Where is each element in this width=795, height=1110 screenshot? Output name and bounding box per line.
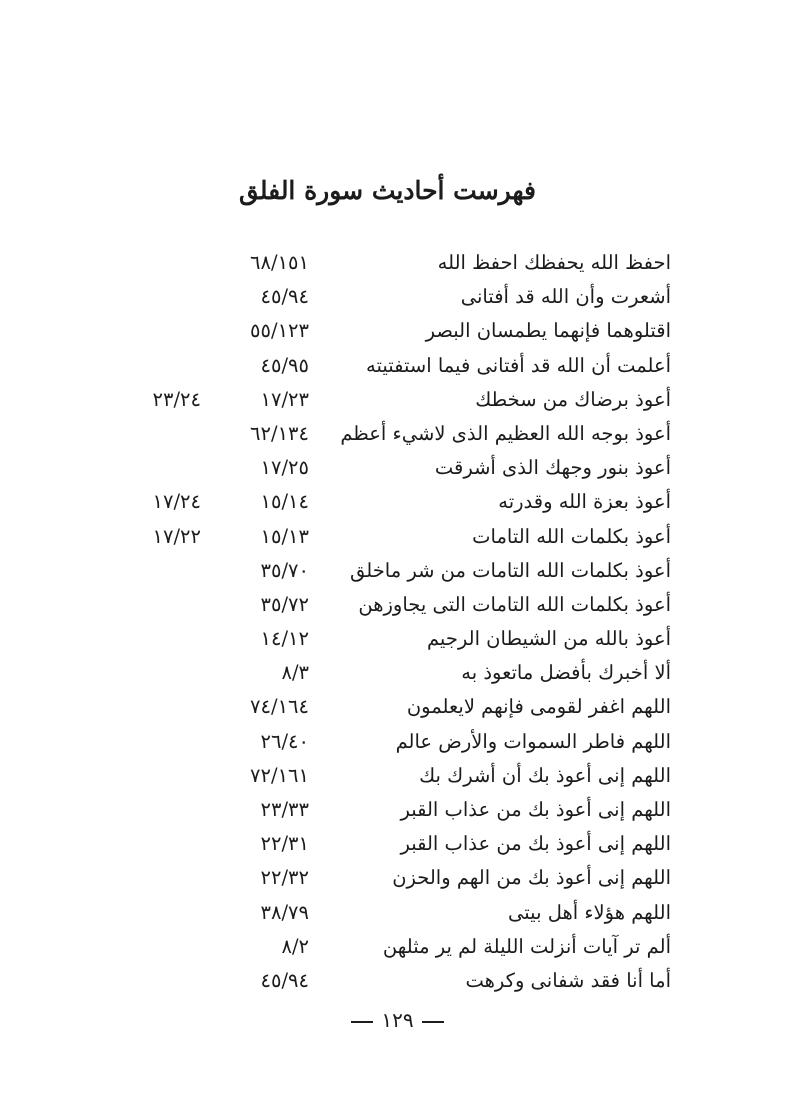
- hadith-text: أشعرت وأن الله قد أفتانى: [460, 285, 671, 309]
- list-item: [0, 759, 795, 793]
- hadith-index-list: [0, 246, 795, 998]
- list-item: [0, 793, 795, 827]
- hadith-text: أعوذ بعزة الله وقدرته: [498, 490, 671, 514]
- hadith-reference: ٢٢/٣٢: [260, 866, 309, 890]
- hadith-text: اقتلوهما فإنهما يطمسان البصر: [425, 319, 671, 343]
- hadith-reference: ١٥/١٤: [260, 490, 309, 514]
- page-title-text: فهرست أحاديث سورة الفلق: [239, 176, 536, 205]
- list-item: [0, 451, 795, 485]
- hadith-reference: ١٤/١٢: [260, 627, 309, 651]
- hadith-reference-secondary: ١٧/٢٤: [152, 490, 201, 514]
- page-number: ١٢٩: [381, 1008, 414, 1032]
- hadith-text: اللهم اغفر لقومى فإنهم لايعلمون: [406, 695, 671, 719]
- hadith-reference: ٢٣/٣٣: [260, 798, 309, 821]
- hadith-reference: ٤٥/٩٥: [260, 353, 309, 377]
- list-item: [0, 656, 795, 690]
- hadith-reference: ٦٢/١٣٤: [250, 421, 309, 445]
- hadith-text: أعوذ بكلمات الله التامات التى يجاوزهن: [358, 592, 671, 616]
- hadith-reference: ٢٦/٤٠: [260, 729, 309, 753]
- hadith-text: اللهم إنى أعوذ بك أن أشرك بك: [419, 763, 671, 787]
- hadith-reference: ٧٤/١٦٤: [250, 695, 309, 719]
- list-item: [0, 827, 795, 861]
- list-item: [0, 280, 795, 314]
- hadith-text: اللهم إنى أعوذ بك من الهم والحزن: [392, 866, 671, 890]
- hadith-text: ألا أخبرك بأفضل ماتعوذ به: [461, 661, 671, 685]
- hadith-reference: ١٧/٢٥: [260, 456, 309, 480]
- hadith-reference: ٧٢/١٦١: [250, 763, 309, 787]
- page-number-dash-right: [422, 1021, 444, 1023]
- list-item: [0, 520, 795, 554]
- list-item: [0, 554, 795, 588]
- hadith-reference: ١٥/١٣: [260, 524, 309, 548]
- list-item: [0, 349, 795, 383]
- hadith-text: أما أنا فقد شفانى وكرهت: [465, 968, 671, 992]
- list-item: [0, 485, 795, 519]
- list-item: [0, 246, 795, 280]
- page-number-footer: [0, 1008, 795, 1032]
- list-item: [0, 314, 795, 348]
- hadith-reference: ٤٥/٩٤: [260, 968, 309, 992]
- hadith-text: اللهم إنى أعوذ بك من عذاب القبر: [400, 832, 671, 856]
- page-title: [0, 176, 795, 205]
- hadith-text: ألم تر آيات أنزلت الليلة لم ير مثلهن: [382, 934, 671, 958]
- hadith-text: أعوذ بكلمات الله التامات من شر ماخلق: [350, 558, 671, 582]
- list-item: [0, 725, 795, 759]
- hadith-text: اللهم إنى أعوذ بك من عذاب القبر: [400, 798, 671, 821]
- list-item: [0, 861, 795, 895]
- list-item: [0, 690, 795, 724]
- hadith-text: اللهم هؤلاء أهل بيتى: [508, 900, 671, 924]
- list-item: [0, 622, 795, 656]
- hadith-reference-secondary: ١٧/٢٢: [152, 524, 201, 548]
- list-item: [0, 930, 795, 964]
- hadith-text: أعوذ بالله من الشيطان الرجيم: [426, 627, 671, 651]
- hadith-text: أعلمت أن الله قد أفتانى فيما استفتيته: [366, 353, 671, 377]
- hadith-text: احفظ الله يحفظك احفظ الله: [437, 251, 671, 274]
- hadith-reference: ٦٨/١٥١: [250, 251, 309, 274]
- hadith-reference: ٥٥/١٢٣: [250, 319, 309, 343]
- hadith-reference: ٣٨/٧٩: [260, 900, 309, 924]
- hadith-text: أعوذ بنور وجهك الذى أشرقت: [434, 456, 671, 480]
- hadith-text: أعوذ بكلمات الله التامات: [472, 524, 671, 548]
- list-item: [0, 383, 795, 417]
- hadith-reference: ٣٥/٧٠: [260, 558, 309, 582]
- hadith-text: اللهم فاطر السموات والأرض عالم: [395, 729, 671, 753]
- hadith-reference: ٣٥/٧٢: [260, 592, 309, 616]
- hadith-reference-secondary: ٢٣/٢٤: [152, 387, 201, 411]
- hadith-reference: ٨/٣: [281, 661, 309, 685]
- hadith-reference: ٨/٢: [281, 934, 309, 958]
- hadith-reference: ٤٥/٩٤: [260, 285, 309, 309]
- hadith-text: أعوذ بوجه الله العظيم الذى لاشيء أعظم: [340, 421, 671, 445]
- list-item: [0, 896, 795, 930]
- page-number-dash-left: [351, 1021, 373, 1023]
- hadith-reference: ١٧/٢٣: [260, 387, 309, 411]
- list-item: [0, 964, 795, 998]
- hadith-text: أعوذ برضاك من سخطك: [475, 387, 671, 411]
- hadith-reference: ٢٢/٣١: [260, 832, 309, 856]
- list-item: [0, 417, 795, 451]
- list-item: [0, 588, 795, 622]
